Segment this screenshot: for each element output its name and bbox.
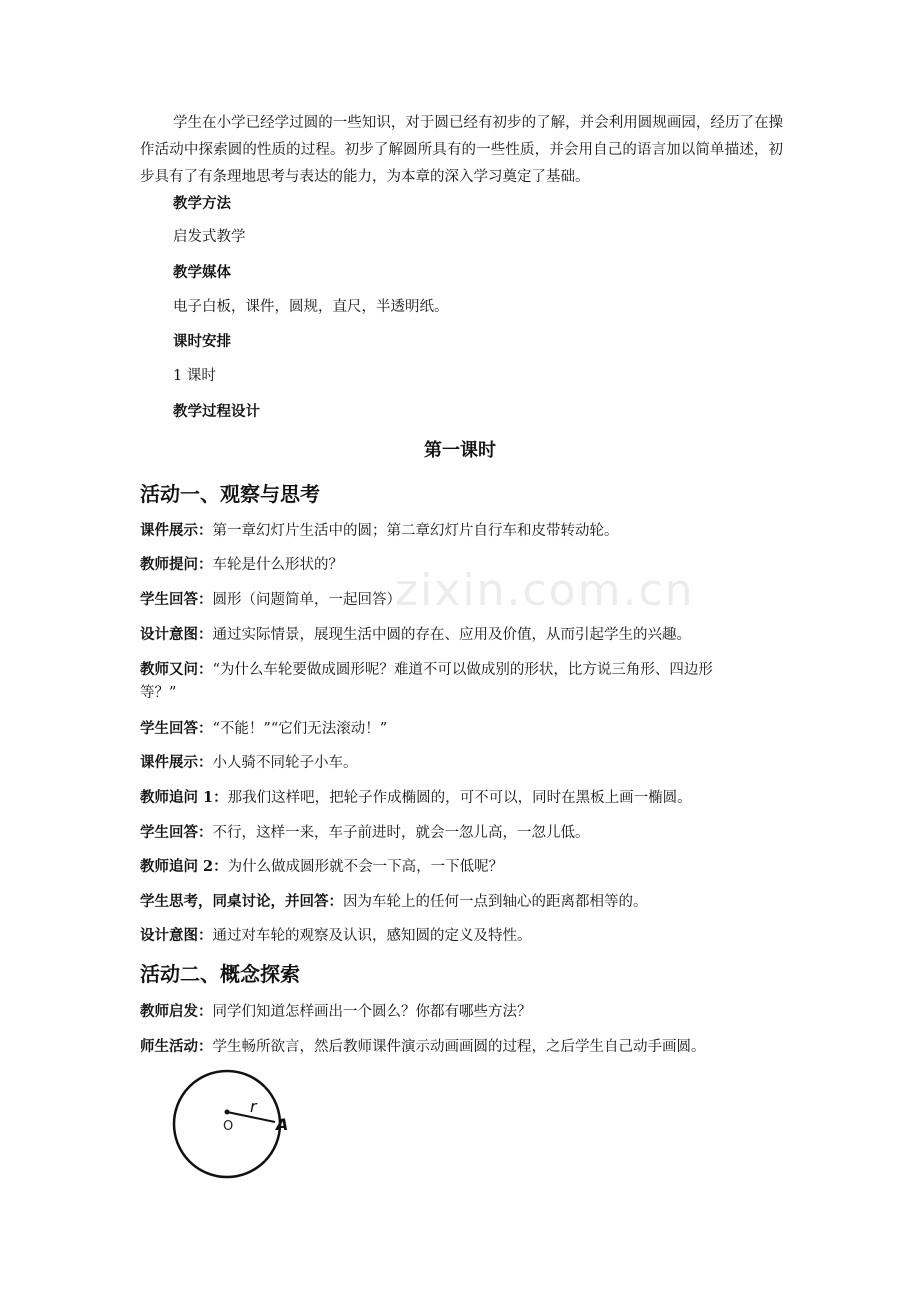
activity1-item-3 bbox=[140, 586, 401, 614]
item-label: 学生思考，同桌讨论，并回答： bbox=[140, 893, 343, 910]
activity1-item-11 bbox=[140, 888, 648, 916]
activity1-item-12 bbox=[140, 922, 532, 950]
teaching-method-content: 启发式教学 bbox=[173, 229, 246, 245]
heading-schedule: 课时安排 bbox=[173, 333, 231, 350]
item-text: 为什么做成圆形就不会一下高，一下低呢？ bbox=[227, 859, 504, 875]
activity1-item-9 bbox=[140, 819, 590, 847]
item-label: 设计意图： bbox=[140, 626, 213, 643]
item-label: 教师提问： bbox=[140, 556, 213, 573]
item-text: “为什么车轮要做成圆形呢？难道不可以做成别的形状，比方说三角形、四边形 bbox=[212, 662, 713, 678]
item-label: 课件展示： bbox=[140, 754, 213, 771]
intro-paragraph: 学生在小学已经学过圆的一些知识，对于圆已经有初步的了解，并会利用圆规画园，经历了在操作活动中探索圆的性质的过程。初步了解圆所具有的一些性质，并会用自己的语言加以简单描述，初步具有了有条理地思考与表达的能力，为本章的深入学习奠定了基础。 bbox=[140, 115, 783, 185]
item-text: 因为车轮上的任何一点到轴心的距离都相等的。 bbox=[343, 894, 648, 910]
item-text: “不能！”“它们无法滚动！” bbox=[212, 721, 388, 737]
activity2-title: 活动二、概念探索 bbox=[140, 962, 300, 986]
item-label: 教师又问： bbox=[140, 661, 213, 678]
lesson-title: 第一课时 bbox=[424, 440, 496, 461]
item-label: 教师追问 2： bbox=[140, 858, 228, 875]
center-label: O bbox=[223, 1119, 234, 1134]
activity1-item-5-cont: 等？” bbox=[140, 685, 177, 701]
item-label: 教师追问 1： bbox=[140, 789, 228, 806]
item-text: 圆形（问题简单，一起回答） bbox=[212, 592, 401, 608]
item-label: 学生回答： bbox=[140, 720, 213, 737]
teaching-media-content: 电子白板，课件，圆规，直尺，半透明纸。 bbox=[173, 299, 449, 315]
heading-process-design: 教学过程设计 bbox=[173, 403, 260, 420]
item-label: 课件展示： bbox=[140, 522, 213, 539]
activity2-item-2 bbox=[140, 1033, 706, 1061]
item-text: 车轮是什么形状的？ bbox=[212, 557, 343, 573]
activity1-item-5 bbox=[140, 656, 713, 684]
radius-label: r bbox=[250, 1097, 257, 1116]
activity1-item-6 bbox=[140, 715, 387, 743]
activity1-item-4 bbox=[140, 621, 691, 649]
item-text: 那我们这样吧，把轮子作成椭圆的，可不可以，同时在黑板上画一椭圆。 bbox=[227, 790, 692, 806]
heading-teaching-media: 教学媒体 bbox=[173, 264, 231, 281]
item-text: 通过对车轮的观察及认识，感知圆的定义及特性。 bbox=[212, 928, 532, 944]
activity1-item-8 bbox=[140, 784, 692, 812]
item-label: 设计意图： bbox=[140, 927, 213, 944]
item-label: 师生活动： bbox=[140, 1038, 213, 1055]
item-text: 学生畅所欲言，然后教师课件演示动画画圆的过程，之后学生自己动手画圆。 bbox=[212, 1039, 706, 1055]
item-text: 同学们知道怎样画出一个圆么？你都有哪些方法？ bbox=[212, 1004, 532, 1020]
activity1-item-2 bbox=[140, 551, 343, 579]
activity1-item-10 bbox=[140, 853, 503, 881]
item-text: 小人骑不同轮子小车。 bbox=[212, 755, 358, 771]
item-text: 第一章幻灯片生活中的圆；第二章幻灯片自行车和皮带转动轮。 bbox=[212, 523, 619, 539]
item-text: 不行，这样一来，车子前进时，就会一忽儿高，一忽儿低。 bbox=[212, 825, 590, 841]
item-label: 学生回答： bbox=[140, 824, 213, 841]
activity1-title: 活动一、观察与思考 bbox=[140, 482, 320, 506]
item-text: 通过实际情景，展现生活中圆的存在、应用及价值，从而引起学生的兴趣。 bbox=[212, 627, 691, 643]
heading-teaching-method: 教学方法 bbox=[173, 195, 231, 212]
item-label: 教师启发： bbox=[140, 1003, 213, 1020]
point-label: A bbox=[276, 1115, 289, 1134]
watermark: zixin.com.cn bbox=[395, 565, 695, 616]
circle-figure bbox=[168, 1064, 333, 1189]
item-label: 学生回答： bbox=[140, 591, 213, 608]
activity1-item-1 bbox=[140, 517, 619, 545]
activity1-item-7 bbox=[140, 749, 358, 777]
activity2-item-1 bbox=[140, 998, 532, 1026]
schedule-content: 1 课时 bbox=[173, 368, 216, 384]
